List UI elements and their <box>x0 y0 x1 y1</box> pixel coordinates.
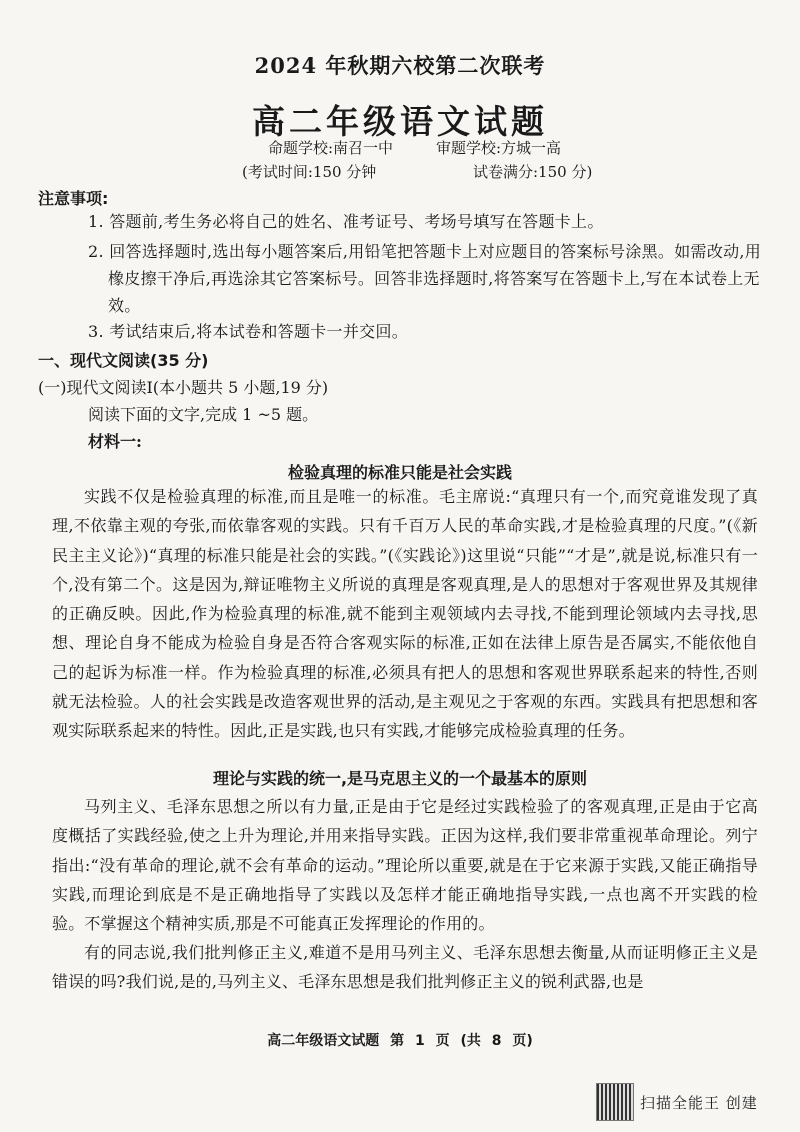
material-label: 材料一: <box>88 432 142 451</box>
scanner-watermark <box>596 1082 758 1122</box>
article-1-title: 检验真理的标准只能是社会实践 <box>287 463 512 482</box>
article-2-paragraph-1: 马列主义、毛泽东思想之所以有力量,正是由于它是经过实践检验了的客观真理,正是由于它高度概括了实践经验,使之上升为理论,并用来指导实践。正因为这样,我们要非常重视革命理论。列宁指出:“没有革命的理论,就不会有革命的运动。”理论所以重要,就是在于它来源于实践,又能正确指导实践,而理论到底是不是正确地指导了实践以及怎样才能正确地指导实践,一点也离不开实践的检验。不掌握这个精神实质,那是不可能真正发挥理论的作用的。 <box>52 797 758 934</box>
section-heading: 一、现代文阅读(35 分) <box>38 351 209 370</box>
article-2-title: 理论与实践的统一,是马克思主义的一个最基本的原则 <box>212 769 588 788</box>
watermark-text: 扫描全能王 创建 <box>640 1093 758 1112</box>
qr-code-icon <box>596 1083 634 1121</box>
full-score: 试卷满分:150 分) <box>473 163 593 181</box>
setter-school: 命题学校:南召一中 <box>268 139 394 157</box>
note-item-2 <box>88 238 764 319</box>
paper-title: 高二年级语文试题 <box>252 102 548 141</box>
article-1-body: 实践不仅是检验真理的标准,而且是唯一的标准。毛主席说:“真理只有一个,而究竟谁发现了真理,不依靠主观的夸张,而依靠客观的实践。只有千百万人民的革命实践,才是检验真理的尺度。”(《新民主主义论》)“真理的标准只能是社会的实践。”(《实践论》)这里说“只能”“才是”,就是说,标准只有一个,没有第二个。这是因为,辩证唯物主义所说的真理是客观真理,是人的思想对于客观世界及其规律的正确反映。因此,作为检验真理的标准,就不能到主观领域内去寻找,不能到理论领域内去寻找,思想、理论自身不能成为检验自身是否符合客观实际的标准,正如在法律上原告是否属实,不能依他自己的起诉为标准一样。作为检验真理的标准,必须具有把人的思想和客观世界联系起来的特性,否则就无法检验。人的社会实践是改造客观世界的活动,是主观见之于客观的东西。实践具有把思想和客观实际联系起来的特性。因此,正是实践,也只有实践,才能够完成检验真理的任务。 <box>52 487 758 741</box>
sub-section-heading: (一)现代文阅读Ⅰ(本小题共 5 小题,19 分) <box>38 378 329 397</box>
note-item-1: 1. 答题前,考生务必将自己的姓名、准考证号、考场号填写在答题卡上。 <box>88 212 604 231</box>
reading-instruction: 阅读下面的文字,完成 1 ~5 题。 <box>88 405 319 424</box>
article-2-paragraph-2: 有的同志说,我们批判修正主义,难道不是用马列主义、毛泽东思想去衡量,从而证明修正主义是错误的吗?我们说,是的,马列主义、毛泽东思想是我们批判修正主义的锐利武器,也是 <box>52 943 758 992</box>
reviewer-school: 审题学校:方城一高 <box>436 139 562 157</box>
note-item-2-text: 2. 回答选择题时,选出每小题答案后,用铅笔把答题卡上对应题目的答案标号涂黑。如需改动,用橡皮擦干净后,再选涂其它答案标号。回答非选择题时,将答案写在答题卡上,写在本试卷上无效。 <box>88 242 762 315</box>
page-footer: 高二年级语文试题 第 1 页 (共 8 页) <box>267 1033 533 1049</box>
exam-series-title: 2024 年秋期六校第二次联考 <box>254 53 546 78</box>
note-item-3: 3. 考试结束后,将本试卷和答题卡一并交回。 <box>88 322 409 341</box>
notes-heading: 注意事项: <box>38 189 109 208</box>
exam-duration: (考试时间:150 分钟 <box>242 163 377 181</box>
